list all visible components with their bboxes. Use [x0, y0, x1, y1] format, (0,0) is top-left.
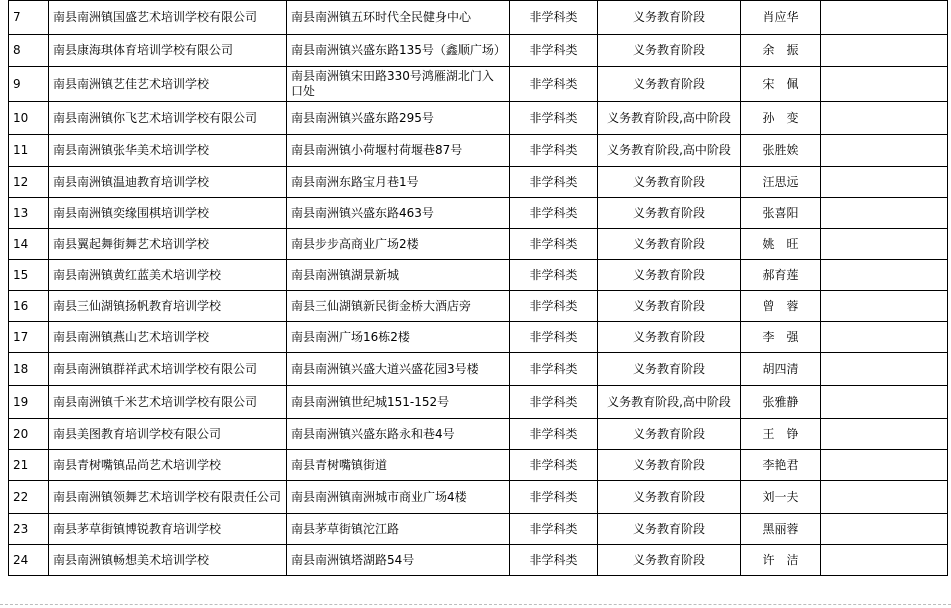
- education-stage-cell: 义务教育阶段: [598, 198, 741, 229]
- legal-representative-cell: 肖应华: [741, 1, 821, 35]
- legal-representative-cell: 郝育莲: [741, 260, 821, 291]
- education-stage-cell: 义务教育阶段: [598, 481, 741, 514]
- row-number-cell: 9: [9, 67, 49, 102]
- empty-cell: [821, 198, 948, 229]
- empty-cell: [821, 260, 948, 291]
- row-number-cell: 10: [9, 102, 49, 135]
- training-category-cell: 非学科类: [510, 386, 598, 419]
- table-row: [9, 545, 948, 576]
- institution-address-cell: 南县步步高商业广场2楼: [287, 229, 510, 260]
- institution-address-cell: 南县南洲镇兴盛东路永和巷4号: [287, 419, 510, 450]
- institution-name-cell: 南县南洲镇国盛艺术培训学校有限公司: [49, 1, 287, 35]
- institution-address-cell: 南县南洲镇湖景新城: [287, 260, 510, 291]
- legal-representative-cell: 李艳君: [741, 450, 821, 481]
- table-row: [9, 419, 948, 450]
- table-row: [9, 260, 948, 291]
- education-stage-cell: 义务教育阶段: [598, 450, 741, 481]
- training-category-cell: 非学科类: [510, 260, 598, 291]
- education-stage-cell: 义务教育阶段: [598, 419, 741, 450]
- legal-representative-cell: 王 铮: [741, 419, 821, 450]
- training-category-cell: 非学科类: [510, 135, 598, 167]
- legal-representative-cell: 余 振: [741, 35, 821, 67]
- row-number-cell: 7: [9, 1, 49, 35]
- institution-address-cell: 南县南洲镇世纪城151-152号: [287, 386, 510, 419]
- legal-representative-cell: 张喜阳: [741, 198, 821, 229]
- row-number-cell: 14: [9, 229, 49, 260]
- legal-representative-cell: 曾 蓉: [741, 291, 821, 322]
- institution-address-cell: 南县南洲镇宋田路330号鸿雁湖北门入口处: [287, 67, 510, 102]
- table-row: [9, 291, 948, 322]
- empty-cell: [821, 35, 948, 67]
- page-break-line: [0, 604, 951, 606]
- training-category-cell: 非学科类: [510, 291, 598, 322]
- education-stage-cell: 义务教育阶段,高中阶段: [598, 135, 741, 167]
- row-number-cell: 19: [9, 386, 49, 419]
- institution-address-cell: 南县茅草街镇沱江路: [287, 514, 510, 545]
- training-category-cell: 非学科类: [510, 167, 598, 198]
- table-row: [9, 229, 948, 260]
- institution-name-cell: 南县南洲镇领舞艺术培训学校有限责任公司: [49, 481, 287, 514]
- education-stage-cell: 义务教育阶段: [598, 35, 741, 67]
- empty-cell: [821, 419, 948, 450]
- training-category-cell: 非学科类: [510, 102, 598, 135]
- education-stage-cell: 义务教育阶段: [598, 167, 741, 198]
- table-row: [9, 35, 948, 67]
- education-stage-cell: 义务教育阶段,高中阶段: [598, 386, 741, 419]
- training-category-cell: 非学科类: [510, 1, 598, 35]
- legal-representative-cell: 许 洁: [741, 545, 821, 576]
- row-number-cell: 20: [9, 419, 49, 450]
- row-number-cell: 18: [9, 353, 49, 386]
- table-row: [9, 102, 948, 135]
- institution-name-cell: 南县南洲镇你飞艺术培训学校有限公司: [49, 102, 287, 135]
- institution-address-cell: 南县南洲镇南洲城市商业广场4楼: [287, 481, 510, 514]
- institution-table: [8, 0, 948, 576]
- institution-name-cell: 南县康海琪体育培训学校有限公司: [49, 35, 287, 67]
- education-stage-cell: 义务教育阶段: [598, 1, 741, 35]
- table-row: [9, 322, 948, 353]
- training-category-cell: 非学科类: [510, 450, 598, 481]
- empty-cell: [821, 1, 948, 35]
- empty-cell: [821, 386, 948, 419]
- row-number-cell: 21: [9, 450, 49, 481]
- education-stage-cell: 义务教育阶段: [598, 229, 741, 260]
- institution-name-cell: 南县南洲镇畅想美术培训学校: [49, 545, 287, 576]
- empty-cell: [821, 450, 948, 481]
- legal-representative-cell: 宋 佩: [741, 67, 821, 102]
- row-number-cell: 16: [9, 291, 49, 322]
- education-stage-cell: 义务教育阶段: [598, 322, 741, 353]
- empty-cell: [821, 229, 948, 260]
- empty-cell: [821, 481, 948, 514]
- row-number-cell: 13: [9, 198, 49, 229]
- institution-name-cell: 南县南洲镇温迪教育培训学校: [49, 167, 287, 198]
- empty-cell: [821, 167, 948, 198]
- empty-cell: [821, 291, 948, 322]
- row-number-cell: 8: [9, 35, 49, 67]
- institution-name-cell: 南县南洲镇张华美术培训学校: [49, 135, 287, 167]
- empty-cell: [821, 514, 948, 545]
- training-category-cell: 非学科类: [510, 198, 598, 229]
- training-category-cell: 非学科类: [510, 35, 598, 67]
- institution-name-cell: 南县翼起舞街舞艺术培训学校: [49, 229, 287, 260]
- legal-representative-cell: 汪思远: [741, 167, 821, 198]
- institution-name-cell: 南县青树嘴镇品尚艺术培训学校: [49, 450, 287, 481]
- row-number-cell: 12: [9, 167, 49, 198]
- table-row: [9, 67, 948, 102]
- legal-representative-cell: 胡四清: [741, 353, 821, 386]
- institution-address-cell: 南县南洲东路宝月巷1号: [287, 167, 510, 198]
- empty-cell: [821, 135, 948, 167]
- institution-name-cell: 南县美图教育培训学校有限公司: [49, 419, 287, 450]
- row-number-cell: 24: [9, 545, 49, 576]
- table-row: [9, 198, 948, 229]
- institution-address-cell: 南县南洲镇兴盛东路463号: [287, 198, 510, 229]
- education-stage-cell: 义务教育阶段: [598, 260, 741, 291]
- table-row: [9, 353, 948, 386]
- training-category-cell: 非学科类: [510, 322, 598, 353]
- table-row: [9, 450, 948, 481]
- row-number-cell: 11: [9, 135, 49, 167]
- legal-representative-cell: 刘一夫: [741, 481, 821, 514]
- legal-representative-cell: 姚 旺: [741, 229, 821, 260]
- institution-address-cell: 南县南洲镇兴盛东路295号: [287, 102, 510, 135]
- training-category-cell: 非学科类: [510, 514, 598, 545]
- table-row: [9, 1, 948, 35]
- education-stage-cell: 义务教育阶段,高中阶段: [598, 102, 741, 135]
- training-category-cell: 非学科类: [510, 229, 598, 260]
- institution-address-cell: 南县南洲镇兴盛大道兴盛花园3号楼: [287, 353, 510, 386]
- training-category-cell: 非学科类: [510, 353, 598, 386]
- row-number-cell: 17: [9, 322, 49, 353]
- institution-name-cell: 南县南洲镇艺佳艺术培训学校: [49, 67, 287, 102]
- legal-representative-cell: 张胜娭: [741, 135, 821, 167]
- institution-address-cell: 南县三仙湖镇新民街金桥大酒店旁: [287, 291, 510, 322]
- training-category-cell: 非学科类: [510, 481, 598, 514]
- institution-address-cell: 南县南洲镇塔湖路54号: [287, 545, 510, 576]
- education-stage-cell: 义务教育阶段: [598, 353, 741, 386]
- institution-name-cell: 南县南洲镇奕缘围棋培训学校: [49, 198, 287, 229]
- training-category-cell: 非学科类: [510, 545, 598, 576]
- institution-address-cell: 南县南洲镇五环时代全民健身中心: [287, 1, 510, 35]
- legal-representative-cell: 孙 变: [741, 102, 821, 135]
- training-category-cell: 非学科类: [510, 419, 598, 450]
- table-row: [9, 135, 948, 167]
- institution-name-cell: 南县南洲镇群祥武术培训学校有限公司: [49, 353, 287, 386]
- institution-name-cell: 南县茅草街镇博锐教育培训学校: [49, 514, 287, 545]
- table-row: [9, 514, 948, 545]
- institution-name-cell: 南县南洲镇燕山艺术培训学校: [49, 322, 287, 353]
- institution-address-cell: 南县南洲广场16栋2楼: [287, 322, 510, 353]
- institution-address-cell: 南县青树嘴镇街道: [287, 450, 510, 481]
- table-row: [9, 481, 948, 514]
- institution-address-cell: 南县南洲镇兴盛东路135号（鑫顺广场）: [287, 35, 510, 67]
- table-row: [9, 386, 948, 419]
- institution-name-cell: 南县南洲镇千米艺术培训学校有限公司: [49, 386, 287, 419]
- empty-cell: [821, 545, 948, 576]
- row-number-cell: 22: [9, 481, 49, 514]
- empty-cell: [821, 102, 948, 135]
- empty-cell: [821, 322, 948, 353]
- legal-representative-cell: 李 强: [741, 322, 821, 353]
- institution-address-cell: 南县南洲镇小荷堰村荷堰巷87号: [287, 135, 510, 167]
- legal-representative-cell: 黑丽蓉: [741, 514, 821, 545]
- education-stage-cell: 义务教育阶段: [598, 514, 741, 545]
- legal-representative-cell: 张雅静: [741, 386, 821, 419]
- education-stage-cell: 义务教育阶段: [598, 545, 741, 576]
- institution-name-cell: 南县三仙湖镇扬帆教育培训学校: [49, 291, 287, 322]
- table-row: [9, 167, 948, 198]
- education-stage-cell: 义务教育阶段: [598, 291, 741, 322]
- row-number-cell: 15: [9, 260, 49, 291]
- empty-cell: [821, 353, 948, 386]
- row-number-cell: 23: [9, 514, 49, 545]
- institution-name-cell: 南县南洲镇黄红蓝美术培训学校: [49, 260, 287, 291]
- training-category-cell: 非学科类: [510, 67, 598, 102]
- education-stage-cell: 义务教育阶段: [598, 67, 741, 102]
- empty-cell: [821, 67, 948, 102]
